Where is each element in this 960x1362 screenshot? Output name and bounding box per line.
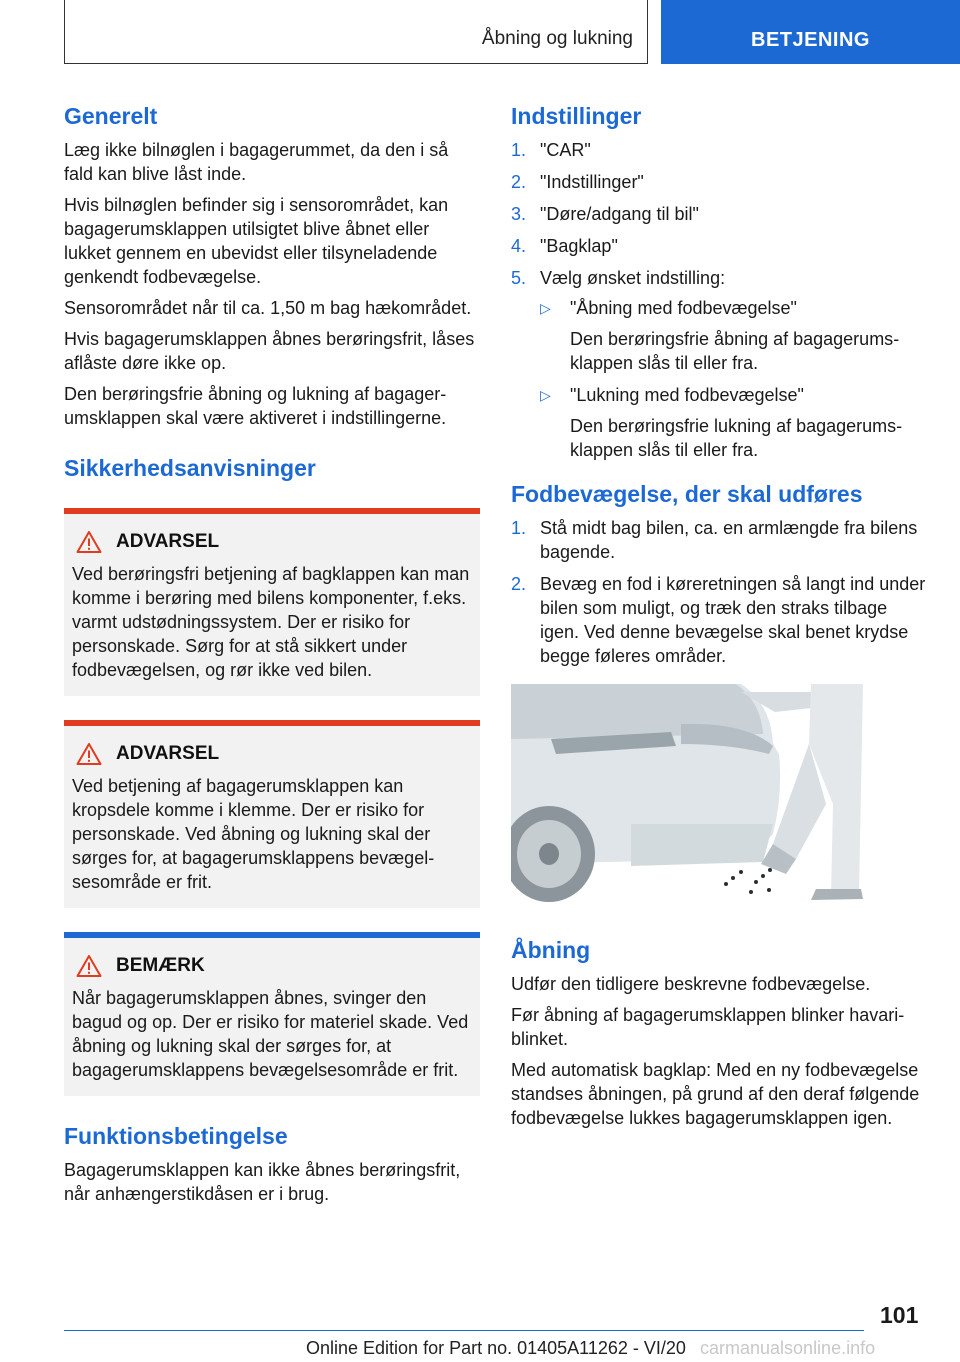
settings-options xyxy=(511,296,927,462)
list-item: 4. "Bagklap" xyxy=(511,236,618,256)
notice-title: BEMÆRK xyxy=(116,955,205,976)
option-item xyxy=(540,383,927,462)
list-item: 2. Bevæg en fod i køreretningen så langt ind under bilen som muligt, og træk den straks tilbage igen. Ved denne bevægelse skal benet krydse begge føleres områder. xyxy=(511,574,926,666)
general-paragraph: Hvis bagagerumsklappen åbnes berøringsfrit, låses aflåste døre ikke op. xyxy=(64,329,475,373)
general-paragraph: Læg ikke bilnøglen i bagagerummet, da den i så fald kan blive låst inde. xyxy=(64,140,449,184)
triangle-bullet-icon: ▷ xyxy=(540,300,551,316)
option-description: Den berøringsfrie lukning af bagagerumsklappen slås til eller fra. xyxy=(570,416,903,460)
page-number: 101 xyxy=(880,1302,919,1328)
option-item xyxy=(540,296,927,375)
warning-box xyxy=(64,720,480,908)
general-paragraph: Sensorområdet når til ca. 1,50 m bag hækområdet. xyxy=(64,298,472,318)
foot-movement-heading: Fodbevægelse, der skal udføres xyxy=(511,481,863,507)
triangle-bullet-icon: ▷ xyxy=(540,387,551,403)
warning-title: ADVARSEL xyxy=(116,743,220,764)
list-item: 1. "CAR" xyxy=(511,140,591,160)
left-column xyxy=(64,100,480,1213)
opening-heading: Åbning xyxy=(511,937,591,963)
conditions-heading: Funktionsbetingelse xyxy=(64,1123,288,1149)
opening-paragraph: Før åbning af bagagerumsklappen blinker havariblinket. xyxy=(511,1005,905,1049)
header-section-box xyxy=(64,0,648,64)
footer-divider xyxy=(64,1330,864,1331)
header-section-title: Åbning og lukning xyxy=(481,28,633,49)
notice-text: Når bagagerumsklappen åbnes, svinger den bagud og op. Der er risiko for materiel skade. Ved åbning og lukning skal der sørges for, at bagagerumsklappens bevægelsesområde er frit. xyxy=(72,988,469,1080)
option-label: "Lukning med fodbevægelse" xyxy=(570,385,804,405)
option-label: "Åbning med fodbevægelse" xyxy=(570,298,797,318)
notice-box xyxy=(64,932,480,1096)
warning-box xyxy=(64,508,480,696)
list-item: 5. Vælg ønsket indstilling: ▷ "Åbning med fodbevægelse" Den berøringsfrie åbning af bagagerumsklappen slås til eller fra. ▷ "Lukning med fodbevægelse" Den berøringsfrie lukning af bagagerumsklappen slås til eller fra. xyxy=(511,266,927,462)
opening-paragraph: Udfør den tidligere beskrevne fodbevægelse. xyxy=(511,974,871,994)
list-item: 2. "Indstillinger" xyxy=(511,172,644,192)
footer-watermark: carmanualsonline.info xyxy=(700,1338,876,1358)
list-item: 1. Stå midt bag bilen, ca. en armlængde fra bilens bagende. xyxy=(511,518,918,562)
general-heading: Generelt xyxy=(64,103,158,129)
safety-heading: Sikkerhedsanvisninger xyxy=(64,455,316,481)
opening-paragraph: Med automatisk bagklap: Med en ny fodbevægelse standses åbningen, på grund af den deraf følgende fodbevægelse lukkes bagagerumsklappen igen. xyxy=(511,1060,920,1128)
right-column xyxy=(511,100,927,1137)
warning-triangle-icon xyxy=(76,742,102,766)
option-description: Den berøringsfrie åbning af bagagerumsklappen slås til eller fra. xyxy=(570,329,900,373)
settings-steps xyxy=(511,138,927,462)
general-paragraph: Den berøringsfrie åbning og lukning af bagagerumsklappen skal være aktiveret i indstillingerne. xyxy=(64,384,447,428)
list-item: 3. "Døre/adgang til bil" xyxy=(511,204,699,224)
footer-edition: Online Edition for Part no. 01405A11262 - VI/20 xyxy=(306,1338,686,1358)
warning-triangle-icon xyxy=(76,954,102,978)
warning-triangle-icon xyxy=(76,530,102,554)
warning-text: Ved berøringsfri betjening af bagklappen kan man komme i berøring med bilens komponenter, f.eks. varmt udstødningssystem. Der er risiko for personskade. Sørg for at stå sikkert under fodbevægelsen, og rør ikke ved bilen. xyxy=(72,564,470,680)
general-paragraph: Hvis bilnøglen befinder sig i sensorområdet, kan bagagerumsklappen utilsigtet blive åbnet eller lukket gennem en ubevidst eller tilsyneladende genkendt fodbevægelse. xyxy=(64,195,449,287)
warning-title: ADVARSEL xyxy=(116,531,220,552)
warning-text: Ved betjening af bagagerumsklappen kan kropsdele komme i klemme. Der er risiko for personskade. Ved åbning og lukning skal der sørges for, at bagagerumsklappens bevægelsesområde er frit. xyxy=(72,776,435,892)
header-chapter-label: BETJENING xyxy=(751,29,870,51)
settings-heading: Indstillinger xyxy=(511,103,642,129)
conditions-text: Bagagerumsklappen kan ikke åbnes berøringsfrit, når anhængerstikdåsen er i brug. xyxy=(64,1160,461,1204)
foot-movement-steps xyxy=(511,516,927,668)
foot-gesture-illustration xyxy=(511,684,865,906)
header-chapter-tab[interactable] xyxy=(661,0,960,64)
